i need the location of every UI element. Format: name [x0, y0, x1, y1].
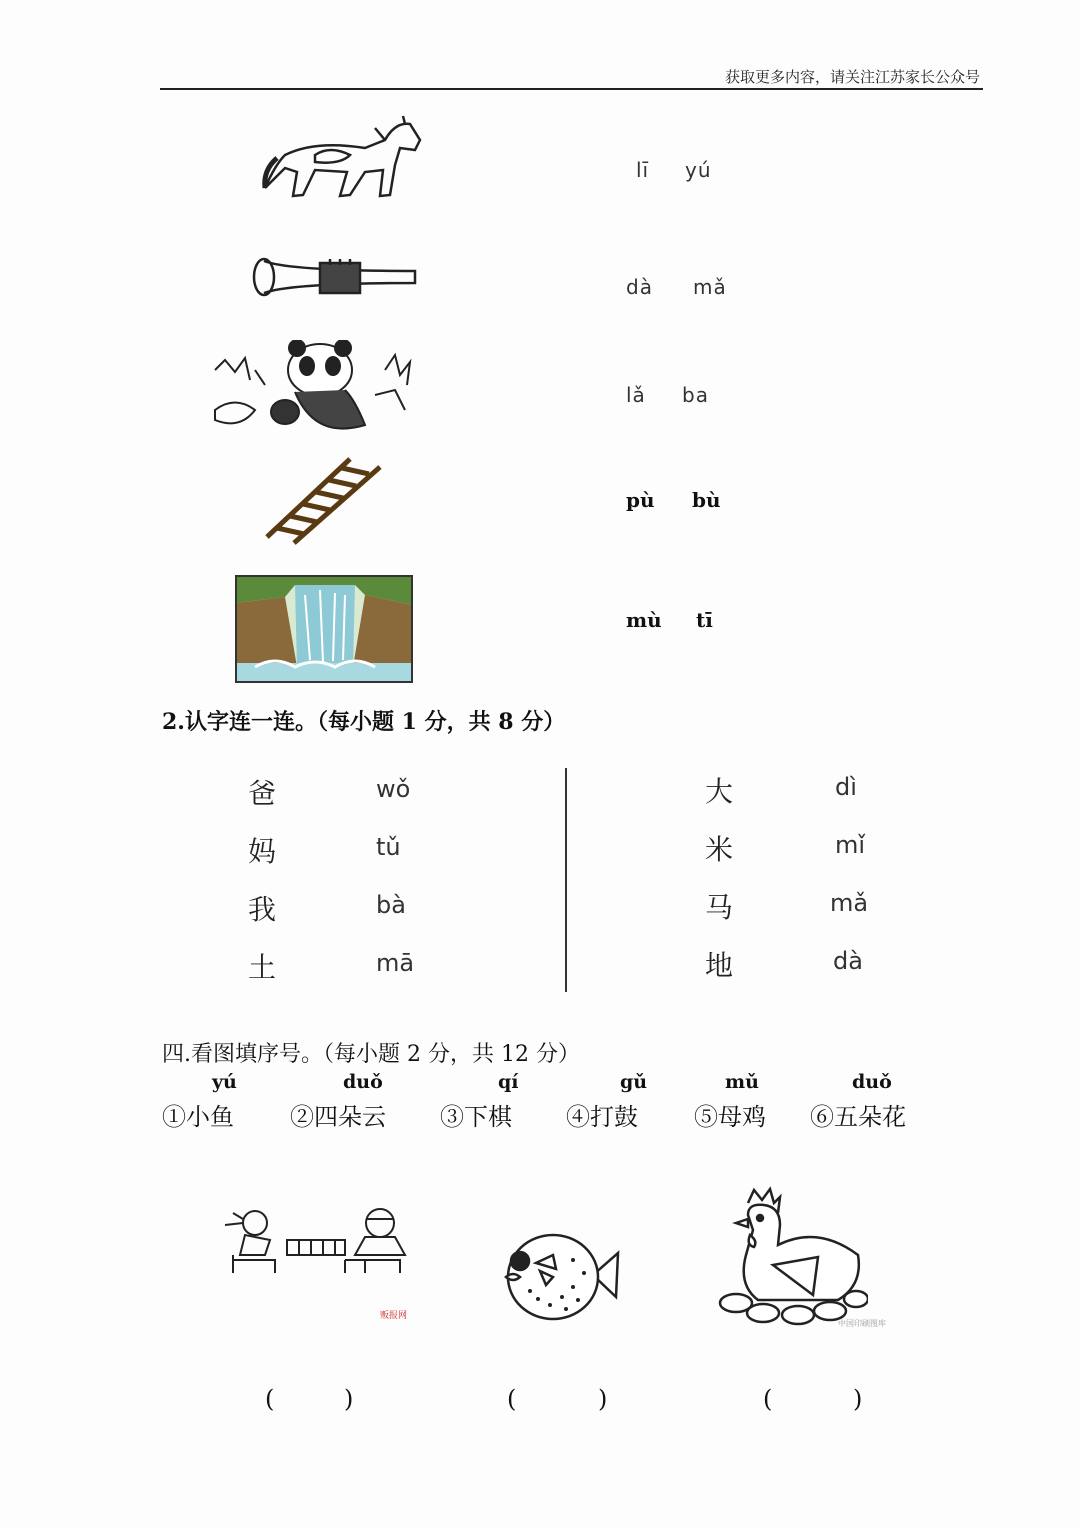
pinyin-4-left: pù	[626, 488, 655, 512]
pinyin-5-right: tī	[696, 608, 713, 632]
option-pinyin: mǔ	[725, 1071, 759, 1093]
ladder-picture	[262, 455, 387, 547]
option-pinyin: qí	[498, 1071, 519, 1093]
waterfall-picture	[235, 575, 413, 683]
answer-paren-open: (	[265, 1385, 275, 1413]
watermark-2: 中国印刷图库	[838, 1319, 886, 1328]
horse-picture	[255, 110, 430, 210]
hen-picture	[718, 1185, 868, 1330]
pinyin-5-left: mù	[626, 608, 662, 632]
option-label: ⑥五朵花	[810, 1103, 906, 1131]
chess-picture	[215, 1205, 415, 1280]
pinyin-3-left: lǎ	[626, 383, 646, 407]
option-label: ⑤母鸡	[694, 1103, 766, 1131]
left-pinyin: tǔ	[376, 833, 401, 861]
pinyin-2-right: mǎ	[693, 275, 727, 299]
section4-title: 四.看图填序号。（每小题 2 分，共 12 分）	[162, 1042, 580, 1067]
panda-picture	[195, 340, 425, 440]
right-char: 地	[705, 949, 734, 982]
pinyin-1-right: yú	[685, 158, 712, 182]
answer-paren-open: (	[507, 1385, 517, 1413]
answer-paren-close: )	[853, 1385, 863, 1413]
answer-paren-close: )	[344, 1385, 354, 1413]
option-label: ②四朵云	[290, 1103, 386, 1131]
right-pinyin: dà	[833, 947, 863, 975]
right-char: 马	[705, 891, 734, 924]
pinyin-1-left: lī	[636, 158, 650, 182]
right-char: 大	[705, 775, 734, 808]
right-pinyin: mǐ	[835, 831, 866, 859]
header-text: 获取更多内容，请关注江苏家长公众号	[724, 68, 980, 86]
right-pinyin: mǎ	[830, 889, 869, 917]
left-char: 土	[248, 951, 277, 984]
pinyin-2-left: dà	[626, 275, 653, 299]
option-pinyin: gǔ	[620, 1071, 648, 1093]
pinyin-3-right: ba	[682, 383, 709, 407]
option-pinyin: duǒ	[343, 1071, 383, 1093]
option-label: ③下棋	[440, 1103, 512, 1131]
header-divider	[160, 88, 983, 90]
trumpet-picture	[250, 255, 420, 300]
column-divider	[565, 768, 567, 992]
answer-paren-open: (	[763, 1385, 773, 1413]
left-char: 妈	[248, 835, 277, 868]
left-char: 爸	[248, 777, 277, 810]
answer-paren-close: )	[598, 1385, 608, 1413]
section2-title: 2.认字连一连。（每小题 1 分，共 8 分）	[162, 709, 566, 735]
watermark-1: 贩报网	[380, 1311, 408, 1321]
left-char: 我	[248, 893, 277, 926]
right-pinyin: dì	[835, 773, 857, 801]
option-pinyin: yú	[212, 1071, 237, 1093]
left-pinyin: bà	[376, 891, 406, 919]
option-pinyin: duǒ	[852, 1071, 892, 1093]
pinyin-4-right: bù	[692, 488, 721, 512]
fish-picture	[498, 1225, 620, 1325]
option-label: ④打鼓	[566, 1103, 638, 1131]
left-pinyin: wǒ	[376, 775, 411, 803]
left-pinyin: mā	[376, 949, 415, 977]
right-char: 米	[705, 833, 734, 866]
option-label: ①小鱼	[162, 1103, 234, 1131]
